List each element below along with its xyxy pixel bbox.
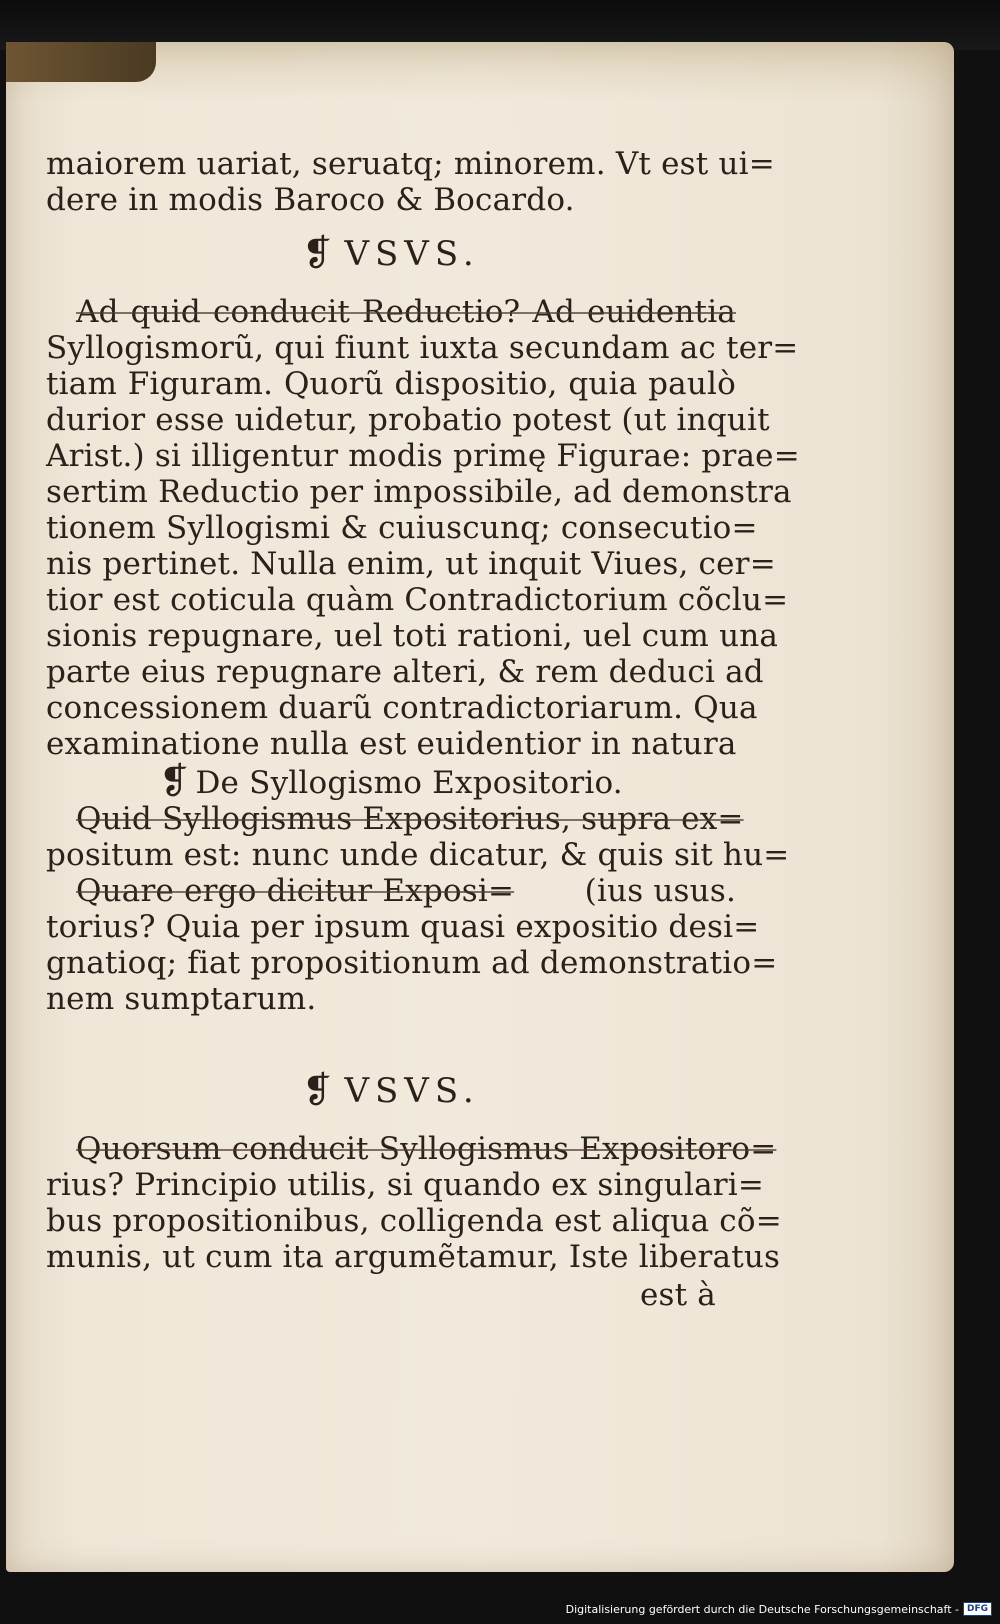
text-line: gnatioq; fiat propositionum ad demonstratio=	[46, 945, 778, 981]
text-line	[46, 801, 744, 837]
credit-text: Digitalisierung gefördert durch die Deutsche Forschungsgemeinschaft -	[565, 1602, 959, 1616]
subsection-heading	[46, 761, 736, 802]
text-line: sionis repugnare, uel toti rationi, uel cum una	[46, 618, 779, 654]
pilcrow-icon: ❡	[159, 761, 190, 802]
text-line: munis, ut cum ita argumẽtamur, Iste liberatus	[46, 1239, 781, 1275]
text-line: torius? Quia per ipsum quasi expositio desi=	[46, 909, 760, 945]
text-line: tionem Syllogismi & cuiuscunq; consecutio=	[46, 510, 758, 546]
hanging-text: (ius usus.	[584, 873, 736, 909]
catchword: est à	[639, 1277, 716, 1313]
text-line: dere in modis Baroco & Bocardo.	[46, 182, 575, 218]
text-line	[46, 873, 736, 909]
section-heading	[46, 1069, 736, 1113]
section-heading	[46, 232, 736, 276]
text-line: bus propositionibus, colligenda est aliqua cõ=	[46, 1203, 782, 1239]
text-line	[46, 294, 736, 330]
pilcrow-icon: ❡	[302, 233, 339, 274]
text-line: nem sumptarum.	[46, 981, 317, 1017]
text-line: concessionem duarũ contradictoriarum. Qua	[46, 690, 758, 726]
text-line: nis pertinet. Nulla enim, ut inquit Viues, cer=	[46, 546, 776, 582]
text-line: tior est coticula quàm Contradictorium cõclu=	[46, 582, 789, 618]
text-line: durior esse uidetur, probatio potest (ut inquit	[46, 402, 770, 438]
underlined-text: Quorsum conducit Syllogismus Expositoro=	[76, 1131, 777, 1167]
spacer	[46, 1017, 736, 1055]
text-line: tiam Figuram. Quorũ dispositio, quia paulò	[46, 366, 736, 402]
text-line: maiorem uariat, seruatq; minorem. Vt est ui=	[46, 146, 775, 182]
underlined-text: Quare ergo dicitur Exposi=	[76, 873, 515, 909]
text-line: rius? Principio utilis, si quando ex singulari=	[46, 1167, 765, 1203]
text-line: Syllogismorũ, qui fiunt iuxta secundam ac ter=	[46, 330, 799, 366]
digitization-credit	[566, 1602, 992, 1616]
heading-text: VSVS.	[344, 1071, 480, 1111]
page-text	[46, 146, 800, 1313]
book-page	[6, 42, 954, 1572]
text-line: examinatione nulla est euidentior in natura	[46, 726, 737, 762]
text-line: sertim Reductio per impossibile, ad demonstra	[46, 474, 792, 510]
subheading-text: De Syllogismo Expositorio.	[195, 765, 623, 801]
underlined-text: Ad quid conducit Reductio? Ad euidentia	[76, 294, 736, 330]
text-line: positum est: nunc unde dicatur, & quis sit hu=	[46, 837, 790, 873]
text-line: Arist.) si illigentur modis primę Figurae: prae=	[46, 438, 800, 474]
text-line: parte eius repugnare alteri, & rem deduci ad	[46, 654, 764, 690]
pilcrow-icon: ❡	[302, 1070, 339, 1111]
heading-text: VSVS.	[344, 234, 480, 274]
underlined-text: Quid Syllogismus Expositorius, supra ex=	[76, 801, 744, 837]
text-line	[46, 1131, 777, 1167]
dfg-logo-icon: DFG	[963, 1602, 992, 1616]
binding-corner	[6, 42, 156, 82]
